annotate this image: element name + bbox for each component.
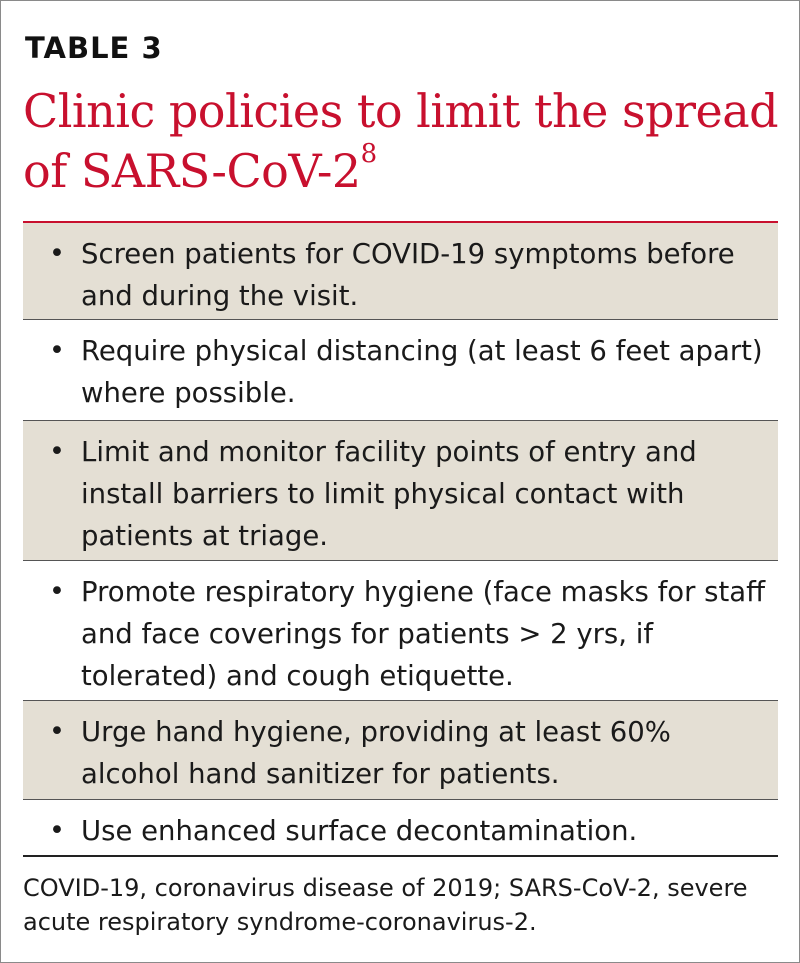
- list-item: [23, 319, 778, 420]
- list-item-text: Use enhanced surface decontamination.: [81, 815, 638, 847]
- bullet-icon: •: [49, 815, 65, 846]
- table-label: TABLE 3: [25, 31, 163, 65]
- bullet-icon: •: [49, 436, 65, 467]
- list-item-text: Require physical distancing (at least 6 feet apart) where possible.: [81, 335, 763, 409]
- table-title: [23, 81, 783, 201]
- list-item: [23, 560, 778, 700]
- table-title-text: Clinic policies to limit the spread of SARS-CoV-2: [23, 84, 779, 198]
- list-item: [23, 799, 778, 855]
- list-item: [23, 700, 778, 799]
- list-item: [23, 420, 778, 560]
- policy-list: [23, 221, 778, 857]
- bullet-icon: •: [49, 716, 65, 747]
- list-item-text: Urge hand hygiene, providing at least 60% alcohol hand sanitizer for patients.: [81, 716, 671, 790]
- bullet-icon: •: [49, 576, 65, 607]
- list-item-text: Screen patients for COVID-19 symptoms before and during the visit.: [81, 238, 735, 312]
- list-item-text: Promote respiratory hygiene (face masks for staff and face coverings for patients > 2 yrs, if tolerated) and cough etiquette.: [81, 576, 766, 692]
- bullet-icon: •: [49, 335, 65, 366]
- list-item: [23, 223, 778, 319]
- title-reference-superscript: 8: [360, 139, 377, 169]
- table-footnote: COVID-19, coronavirus disease of 2019; SARS-CoV-2, severe acute respiratory syndrome-coronavirus-2.: [23, 874, 748, 936]
- list-item-text: Limit and monitor facility points of entry and install barriers to limit physical contact with patients at triage.: [81, 436, 697, 552]
- bullet-icon: •: [49, 238, 65, 269]
